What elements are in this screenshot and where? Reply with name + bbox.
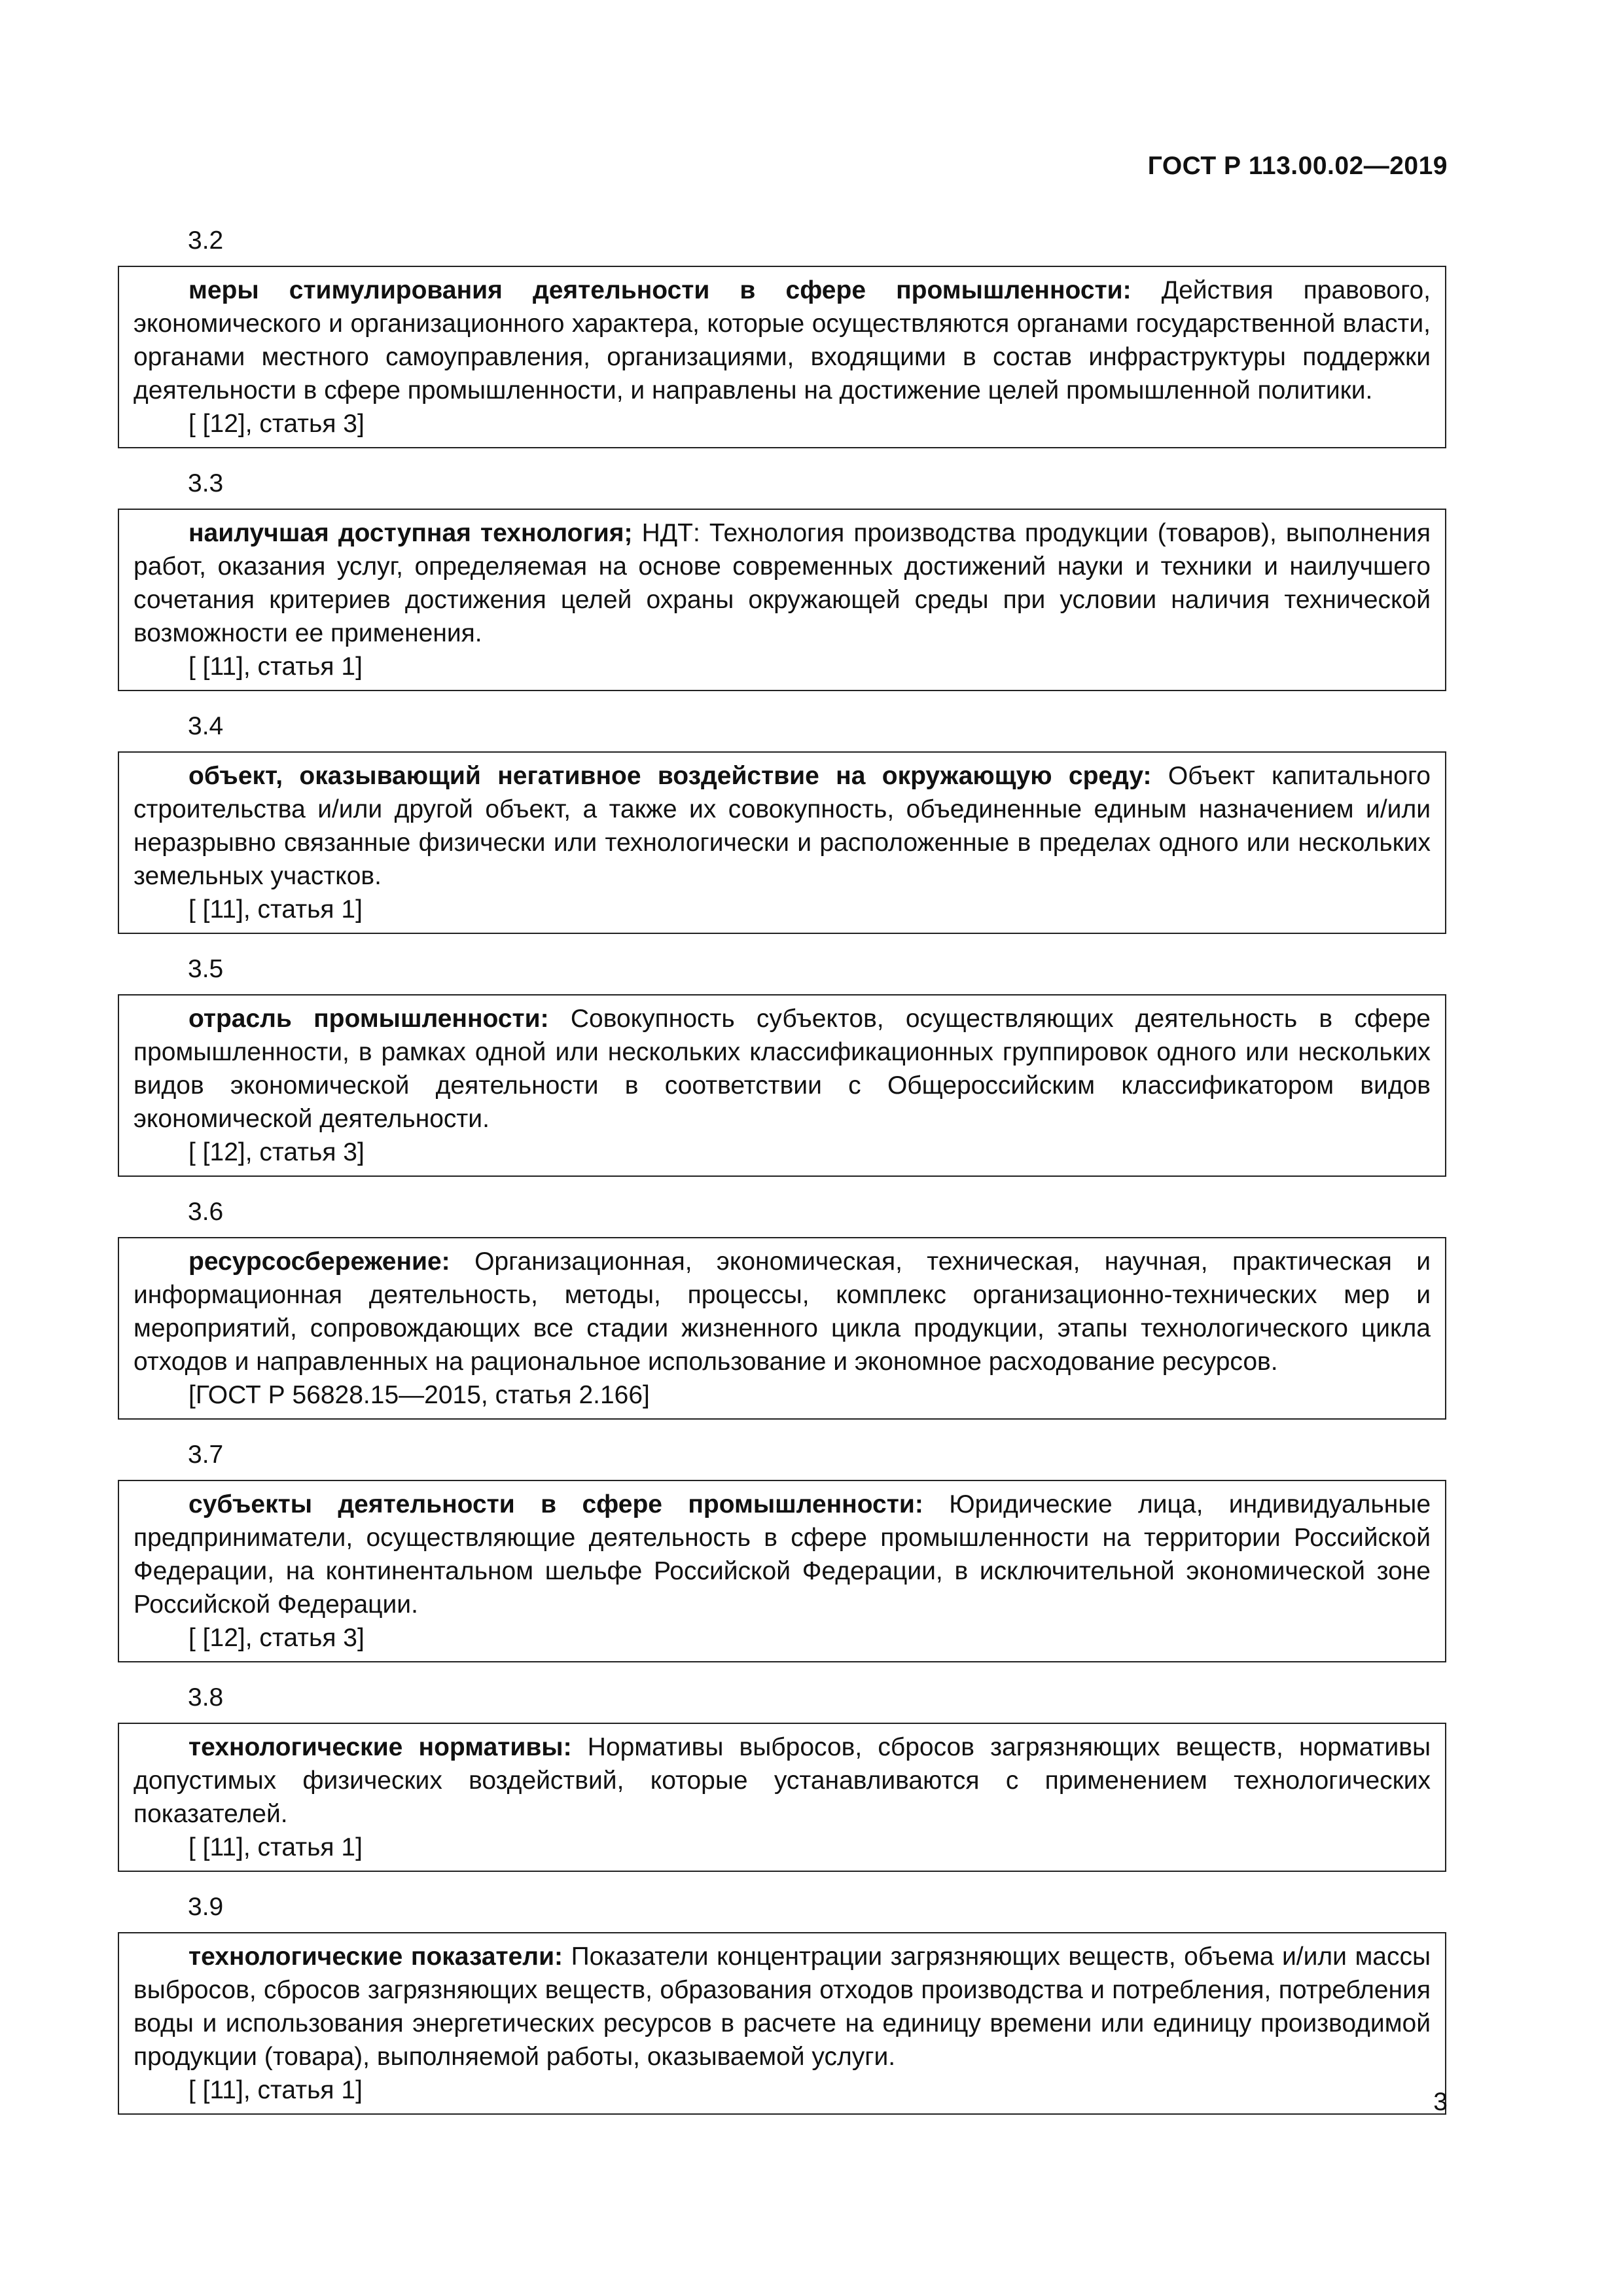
term-definition-text: НДТ: Технология производства продукции (товаров), выполнения работ, оказания услуг, определяемая на основе современных достижений науки и техники и наилучшего сочетания критериев достижения целей охраны окружающей среды при условии наличия технической возможности ее применения. — [134, 519, 1431, 647]
term-definition — [134, 1488, 1431, 1621]
term-definition — [134, 759, 1431, 893]
term-number: 3.2 — [188, 226, 224, 255]
term-entry — [118, 1437, 1446, 1662]
document-header: ГОСТ Р 113.00.02—2019 — [1147, 152, 1448, 180]
term-definition-text: Объект капитального строительства и/или другой объект, а также их совокупность, объединенные единым назначением и/или неразрывно связанные физически или технологически и расположенные в пределах одного или нескольких земельных участков. — [134, 762, 1431, 890]
term-box — [118, 751, 1446, 934]
term-name: наилучшая доступная технология; — [188, 519, 633, 547]
term-entry — [118, 465, 1446, 691]
term-box — [118, 1237, 1446, 1420]
term-source: [ [11], статья 1] — [188, 1833, 363, 1861]
term-number: 3.6 — [188, 1198, 224, 1226]
term-number: 3.8 — [188, 1683, 224, 1712]
term-entry — [118, 223, 1446, 448]
term-name: объект, оказывающий негативное воздействие на окружающую среду: — [188, 762, 1152, 790]
term-definition — [134, 1940, 1431, 2073]
term-definition-text: Совокупность субъектов, осуществляющих деятельность в сфере промышленности, в рамках одной или нескольких классификационных группировок одного или нескольких видов экономической деятельности в соответствии с Общероссийским классификатором видов экономической деятельности. — [134, 1005, 1431, 1133]
term-box — [118, 266, 1446, 448]
term-number: 3.9 — [188, 1893, 224, 1921]
term-definition-text: Показатели концентрации загрязняющих веществ, объема и/или массы выбросов, сбросов загрязняющих веществ, образования отходов производства и потребления, потребления воды и использования энергетических ресурсов в расчете на единицу времени или единицу производимой продукции (товара), выполняемой работы, оказываемой услуги. — [134, 1943, 1431, 2071]
term-name: технологические показатели: — [188, 1943, 563, 1971]
term-box — [118, 994, 1446, 1177]
terms-list — [118, 223, 1446, 2132]
term-source: [ [12], статья 3] — [188, 410, 365, 438]
term-entry — [118, 1679, 1446, 1872]
term-definition — [134, 274, 1431, 407]
term-number: 3.7 — [188, 1441, 224, 1469]
term-entry — [118, 708, 1446, 934]
term-source: [ [11], статья 1] — [188, 895, 363, 924]
term-entry — [118, 951, 1446, 1177]
term-entry — [118, 1889, 1446, 2115]
term-definition — [134, 1245, 1431, 1378]
term-source: [ [11], статья 1] — [188, 2076, 363, 2104]
page-number: 3 — [1433, 2088, 1448, 2116]
term-name: субъекты деятельности в сфере промышленности: — [188, 1490, 923, 1518]
term-source: [ [12], статья 3] — [188, 1624, 365, 1652]
term-definition — [134, 516, 1431, 650]
term-source: [ГОСТ Р 56828.15—2015, статья 2.166] — [188, 1381, 650, 1409]
term-name: ресурсосбережение: — [188, 1247, 450, 1276]
term-definition-text: Юридические лица, индивидуальные предприниматели, осуществляющие деятельность в сфере промышленности на территории Российской Федерации, на континентальном шельфе Российской Федерации, в исключительной экономической зоне Российской Федерации. — [134, 1490, 1431, 1619]
term-source: [ [12], статья 3] — [188, 1138, 365, 1166]
term-entry — [118, 1194, 1446, 1420]
term-name: технологические нормативы: — [188, 1733, 572, 1761]
term-number: 3.5 — [188, 955, 224, 983]
term-number: 3.3 — [188, 469, 224, 497]
term-definition — [134, 1731, 1431, 1831]
term-source: [ [11], статья 1] — [188, 653, 363, 681]
term-definition — [134, 1002, 1431, 1136]
term-box — [118, 509, 1446, 691]
term-box — [118, 1932, 1446, 2115]
term-definition-text: Действия правового, экономического и организационного характера, которые осуществляются органами государственной власти, органами местного самоуправления, организациями, входящими в состав инфраструктуры поддержки деятельности в сфере промышленности, и направлены на достижение целей промышленной политики. — [134, 276, 1431, 404]
term-box — [118, 1480, 1446, 1662]
term-box — [118, 1723, 1446, 1872]
term-definition-text: Нормативы выбросов, сбросов загрязняющих веществ, нормативы допустимых физических воздействий, которые устанавливаются с применением технологических показателей. — [134, 1733, 1431, 1828]
term-name: меры стимулирования деятельности в сфере промышленности: — [188, 276, 1132, 304]
term-number: 3.4 — [188, 712, 224, 740]
term-name: отрасль промышленности: — [188, 1005, 549, 1033]
term-definition-text: Организационная, экономическая, техническая, научная, практическая и информационная деятельность, методы, процессы, комплекс организационно-технических мер и мероприятий, сопровождающих все стадии жизненного цикла продукции, этапы технологического цикла отходов и направленных на рациональное использование и экономное расходование ресурсов. — [134, 1247, 1431, 1376]
